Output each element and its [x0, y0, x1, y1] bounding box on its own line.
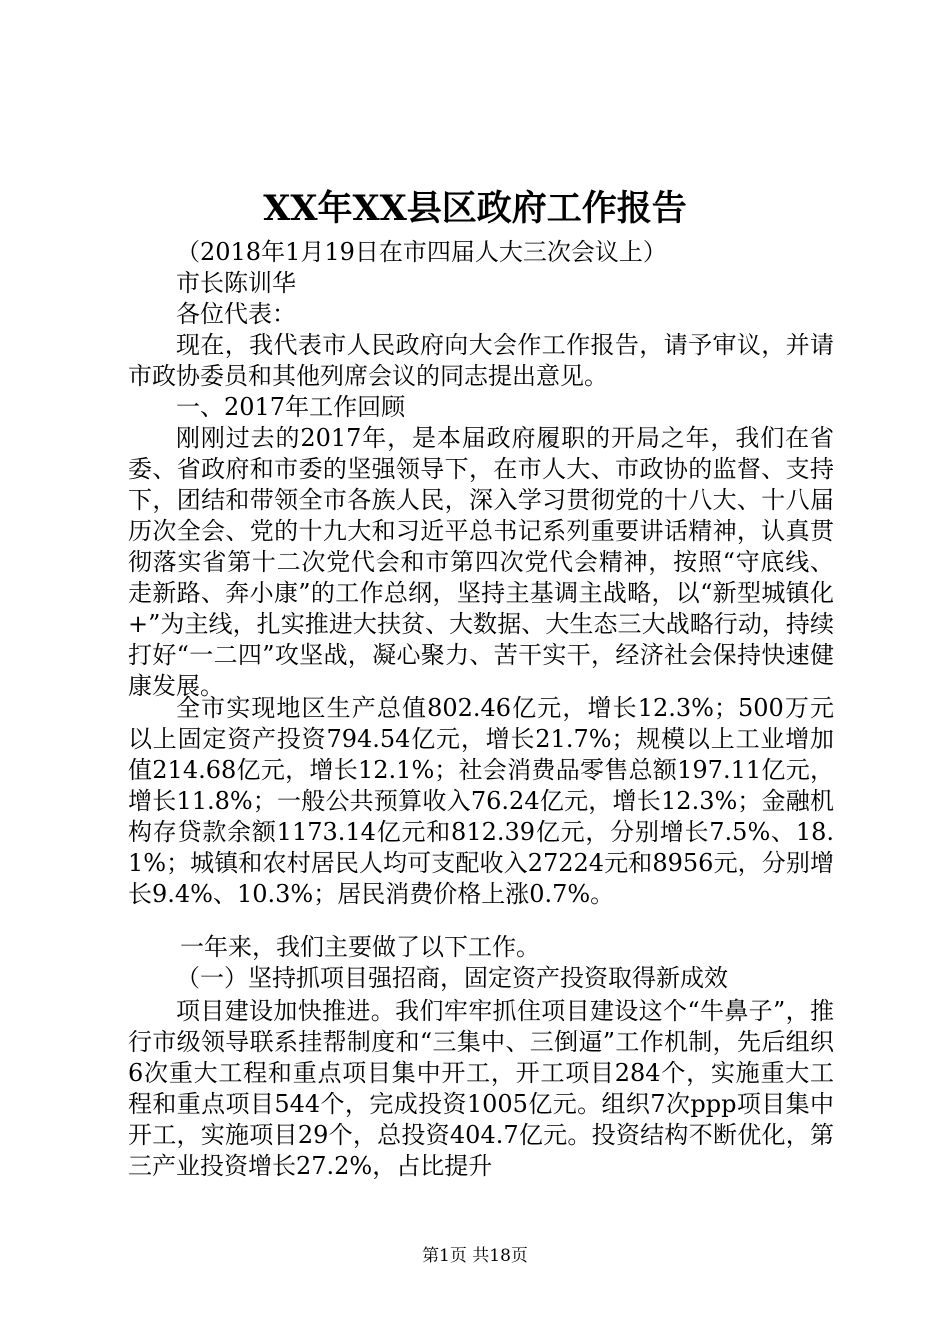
project-paragraph: 项目建设加快推进。我们牢牢抓住项目建设这个“牛鼻子”，推行市级领导联系挂帮制度和“三集中、三倒逼”工作机制，先后组织6次重大工程和重点项目集中开工，开工项目284个，实施重大工程和重点项目544个，完成投资1005亿元。组织7次ppp项目集中开工，实施项目29个，总投资404.7亿元。投资结构不断优化，第三产业投资增长27.2%，占比提升 [128, 997, 834, 1180]
intro-paragraph: 现在，我代表市人民政府向大会作工作报告，请予审议，并请市政协委员和其他列席会议的同志提出意见。 [128, 331, 834, 390]
subsection-heading: （一）坚持抓项目强招商，固定资产投资取得新成效 [176, 964, 728, 992]
work-summary-line: 一年来，我们主要做了以下工作。 [180, 933, 540, 961]
speaker-line: 市长陈训华 [176, 269, 296, 297]
section-heading: 一、2017年工作回顾 [176, 393, 406, 421]
statistics-paragraph: 全市实现地区生产总值802.46亿元，增长12.3%；500万元以上固定资产投资794.54亿元，增长21.7%；规模以上工业增加值214.68亿元，增长12.1%；社会消费品零售总额197.11亿元，增长11.8%；一般公共预算收入76.24亿元，增长12.3%；金融机构存贷款余额1173.14亿元和812.39亿元，分别增长7.5%、18.1%；城镇和农村居民人均可支配收入27224元和8956元，分别增长9.4%、10.3%；居民消费价格上涨0.7%。 [128, 694, 834, 908]
review-paragraph: 刚刚过去的2017年，是本届政府履职的开局之年，我们在省委、省政府和市委的坚强领导下，在市人大、市政协的监督、支持下，团结和带领全市各族人民，深入学习贯彻党的十八大、十八届历次全会、党的十九大和习近平总书记系列重要讲话精神，认真贯彻落实省第十二次党代会和市第四次党代会精神，按照“守底线、走新路、奔小康”的工作总纲，坚持主基调主战略，以“新型城镇化+”为主线，扎实推进大扶贫、大数据、大生态三大战略行动，持续打好“一二四”攻坚战，凝心聚力、苦干实干，经济社会保持快速健康发展。 [128, 424, 834, 700]
document-subtitle: （2018年1月19日在市四届人大三次会议上） [176, 238, 667, 266]
salutation: 各位代表： [176, 300, 296, 328]
document-title: XX年XX县区政府工作报告 [263, 188, 687, 229]
page-footer: 第1页 共18页 [422, 1246, 528, 1266]
